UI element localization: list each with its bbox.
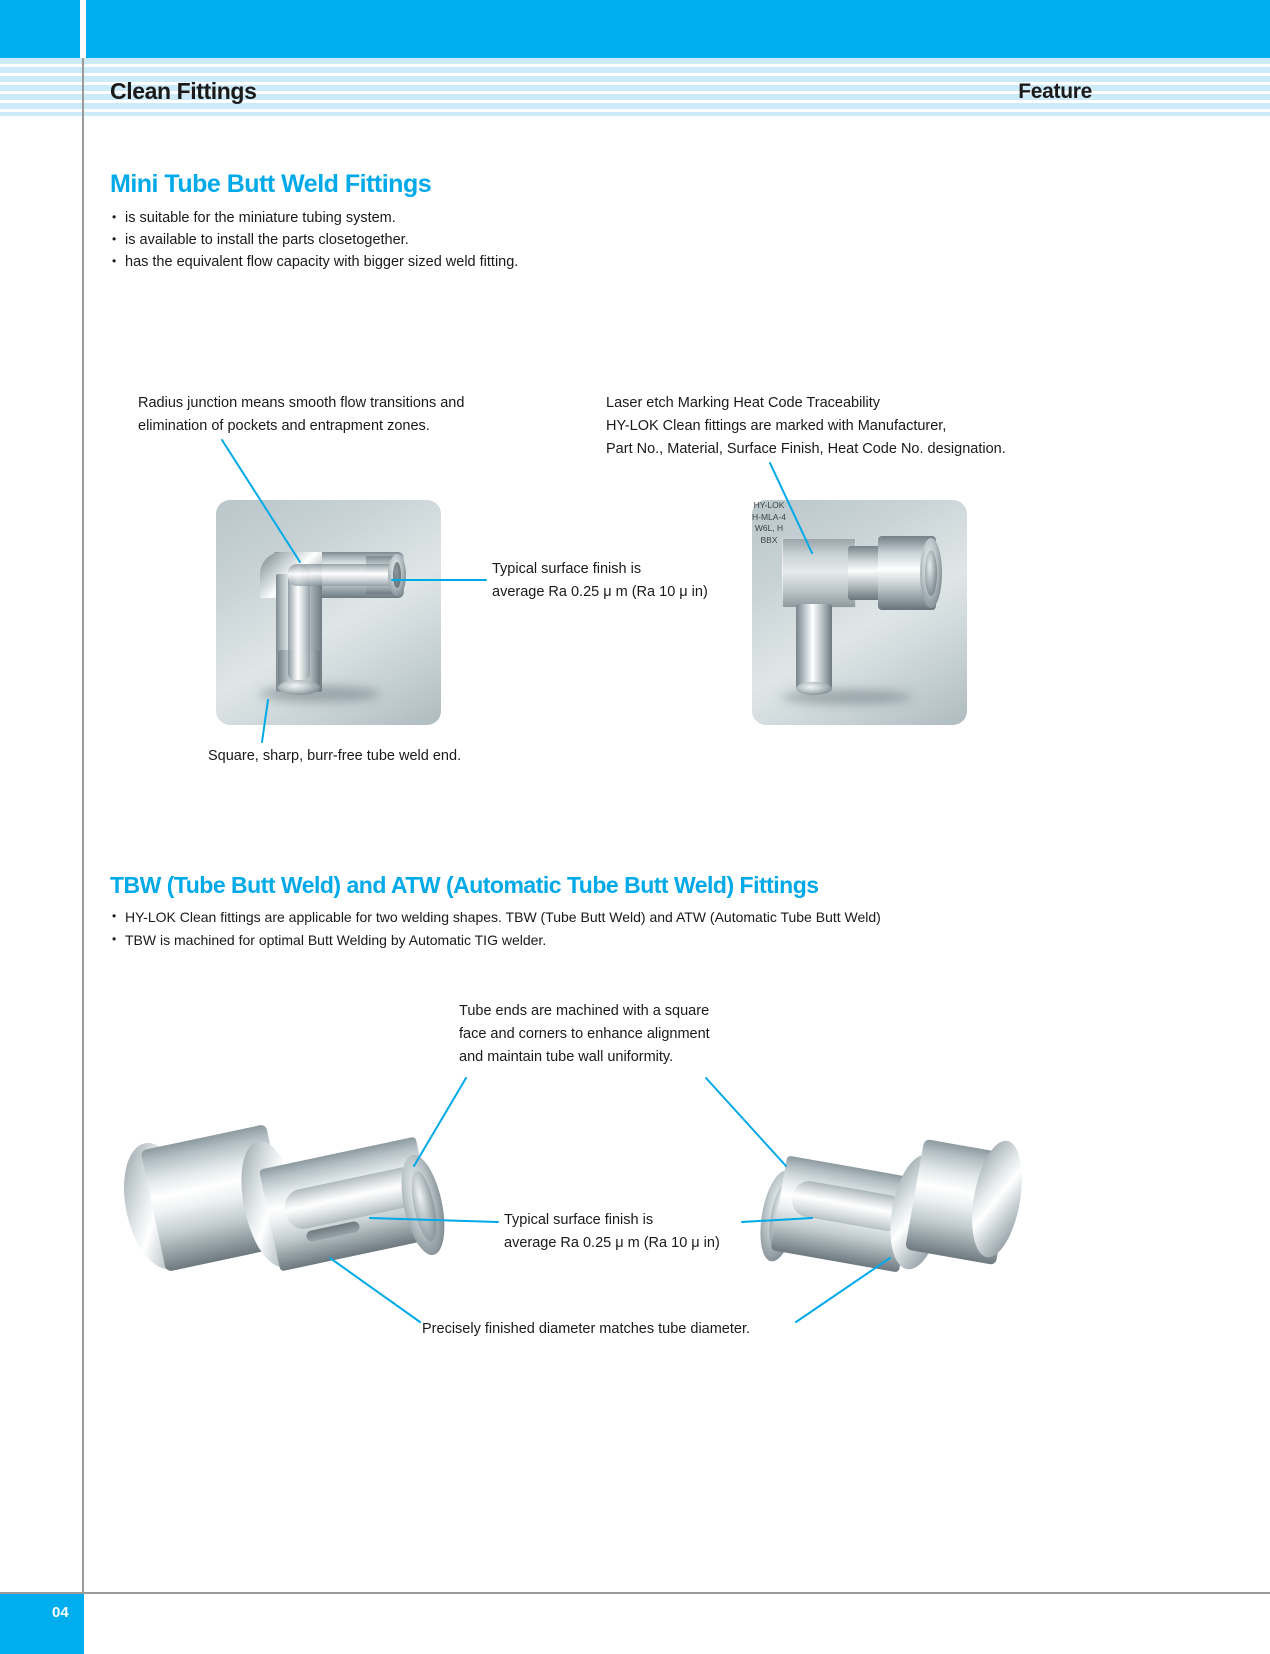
header-accent-bar [0,0,1270,58]
left-margin-rule [82,58,84,1598]
annotation-radius-junction [138,392,464,438]
bullet-item: • is available to install the parts closetogether. [112,229,518,251]
section-title-tbw-atw: TBW (Tube Butt Weld) and ATW (Automatic Tube Butt Weld) Fittings [110,872,819,898]
figure-elbow-fitting [216,500,441,725]
annotation-line: Tube ends are machined with a square [459,1003,710,1019]
header-left-gap [80,0,86,58]
header-baseline [0,116,1270,120]
annotation-line: Laser etch Marking Heat Code Traceability [606,395,881,411]
annotation-square-weld-end: Square, sharp, burr-free tube weld end. [208,748,462,764]
bullet-item: • is suitable for the miniature tubing system. [112,207,518,229]
footer-page-block [0,1594,84,1654]
bullet-item: • TBW is machined for optimal Butt Welding by Automatic TIG welder. [112,929,881,952]
annotation-line: Typical surface finish is [504,1212,654,1228]
annotation-laser-etch [606,392,1006,461]
annotation-line: average Ra 0.25 μ m (Ra 10 μ in) [492,584,708,600]
laser-mark-text: HY-LOK H-MLA-4 W6L, H BBX [752,500,787,545]
section-bullets-mini-tube [112,207,518,273]
annotation-line: average Ra 0.25 μ m (Ra 10 μ in) [504,1235,720,1251]
section-bullets-tbw-atw [112,906,881,952]
section-title-mini-tube: Mini Tube Butt Weld Fittings [110,170,432,198]
annotation-line: HY-LOK Clean fittings are marked with Manufacturer, [606,418,947,434]
annotation-line: face and corners to enhance alignment [459,1026,710,1042]
annotation-tube-ends [459,1000,710,1069]
page-title: Clean Fittings [110,78,257,104]
annotation-line: elimination of pockets and entrapment zones. [138,418,430,434]
annotation-surface-finish-bottom [504,1209,720,1255]
annotation-surface-finish-top [492,558,708,604]
footer-rule [0,1592,1270,1594]
bullet-item: • has the equivalent flow capacity with bigger sized weld fitting. [112,251,518,273]
header-section-label: Feature [1018,80,1092,103]
figure-atw-fitting [752,1114,1022,1304]
annotation-line: Part No., Material, Surface Finish, Heat Code No. designation. [606,441,1006,457]
annotation-line: Radius junction means smooth flow transitions and [138,395,465,411]
bullet-item: • HY-LOK Clean fittings are applicable for two welding shapes. TBW (Tube Butt Weld) and ATW (Automatic Tube Butt Weld) [112,906,881,929]
annotation-line: and maintain tube wall uniformity. [459,1049,674,1065]
annotation-precise-diameter: Precisely finished diameter matches tube diameter. [422,1321,751,1337]
page-number: 04 [52,1604,69,1621]
figure-laser-marked-fitting [752,500,967,725]
annotation-line: Typical surface finish is [492,561,642,577]
figure-tbw-fitting [118,1118,498,1308]
